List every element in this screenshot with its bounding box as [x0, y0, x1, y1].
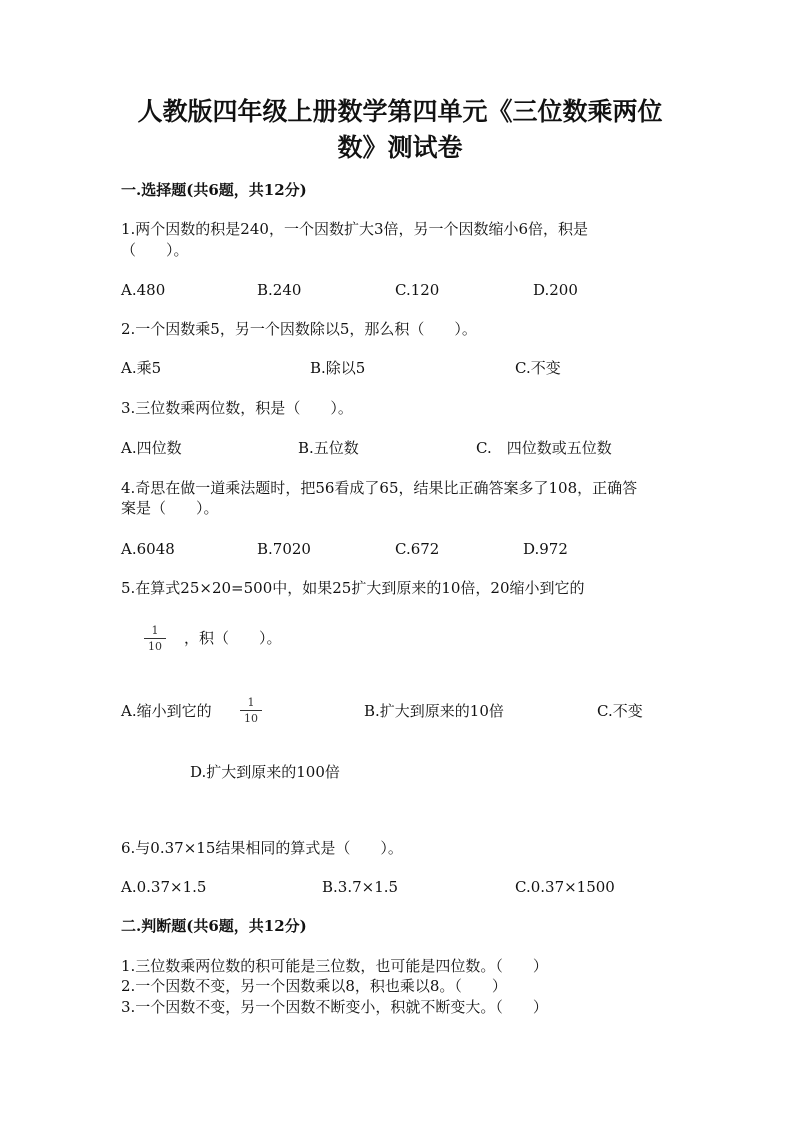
option-3a: A.四位数: [121, 439, 182, 457]
option-6a: A.0.37×1.5: [121, 878, 207, 896]
option-5b: B.扩大到原来的10倍: [364, 702, 504, 720]
option-4b: B.7020: [257, 540, 311, 558]
option-5d: D.扩大到原来的100倍: [190, 763, 340, 781]
option-5a-fraction: [240, 696, 262, 725]
option-5c: C.不变: [597, 702, 643, 720]
question-5-text-cont: ，积（ ）。: [184, 629, 282, 647]
option-4c: C.672: [395, 540, 440, 558]
fraction-bar: [144, 638, 166, 639]
page-title-line-2: 数》测试卷: [337, 133, 463, 162]
fraction-denominator: 10: [244, 712, 258, 725]
question-6-text: 6.与0.37×15结果相同的算式是（ ）。: [121, 839, 403, 857]
question-5-text: 5.在算式25×20=500中，如果25扩大到原来的10倍，20缩小到它的: [121, 579, 585, 597]
page-title-line-1: 人教版四年级上册数学第四单元《三位数乘两位: [137, 97, 663, 126]
option-2a: A.乘5: [121, 359, 162, 377]
option-1c: C.120: [395, 281, 440, 299]
option-3c: C. 四位数或五位数: [476, 439, 612, 457]
option-6c: C.0.37×1500: [515, 878, 615, 896]
question-4-text: 4.奇思在做一道乘法题时，把56看成了65，结果比正确答案多了108，正确答: [121, 479, 638, 497]
option-1a: A.480: [121, 281, 166, 299]
fraction-denominator: 10: [148, 640, 162, 653]
question-1-text: 1.两个因数的积是240，一个因数扩大3倍，另一个因数缩小6倍，积是: [121, 220, 589, 238]
fraction-bar: [240, 710, 262, 711]
option-4d: D.972: [523, 540, 568, 558]
option-2b: B.除以5: [310, 359, 366, 377]
question-2-text: 2.一个因数乘5，另一个因数除以5，那么积（ ）。: [121, 320, 477, 338]
judgment-item-3: 3.一个因数不变，另一个因数不断变小，积就不断变大。（ ）: [121, 998, 548, 1016]
option-1d: D.200: [533, 281, 578, 299]
option-5a: A.缩小到它的: [121, 702, 212, 720]
question-1-text-cont: （ ）。: [121, 241, 189, 259]
section-heading-judgment: 二.判断题(共6题，共12分): [121, 917, 307, 935]
option-4a: A.6048: [121, 540, 175, 558]
judgment-item-1: 1.三位数乘两位数的积可能是三位数，也可能是四位数。（ ）: [121, 957, 548, 975]
option-3b: B.五位数: [298, 439, 359, 457]
option-2c: C.不变: [515, 359, 561, 377]
judgment-item-2: 2.一个因数不变，另一个因数乘以8，积也乘以8。（ ）: [121, 977, 507, 995]
question-5-fraction: [144, 624, 166, 653]
question-4-text-cont: 案是（ ）。: [121, 499, 219, 517]
section-heading-choice: 一.选择题(共6题，共12分): [121, 181, 307, 199]
question-3-text: 3.三位数乘两位数，积是（ ）。: [121, 399, 353, 417]
option-6b: B.3.7×1.5: [322, 878, 399, 896]
fraction-numerator: 1: [151, 624, 159, 637]
fraction-numerator: 1: [247, 696, 255, 709]
option-1b: B.240: [257, 281, 302, 299]
